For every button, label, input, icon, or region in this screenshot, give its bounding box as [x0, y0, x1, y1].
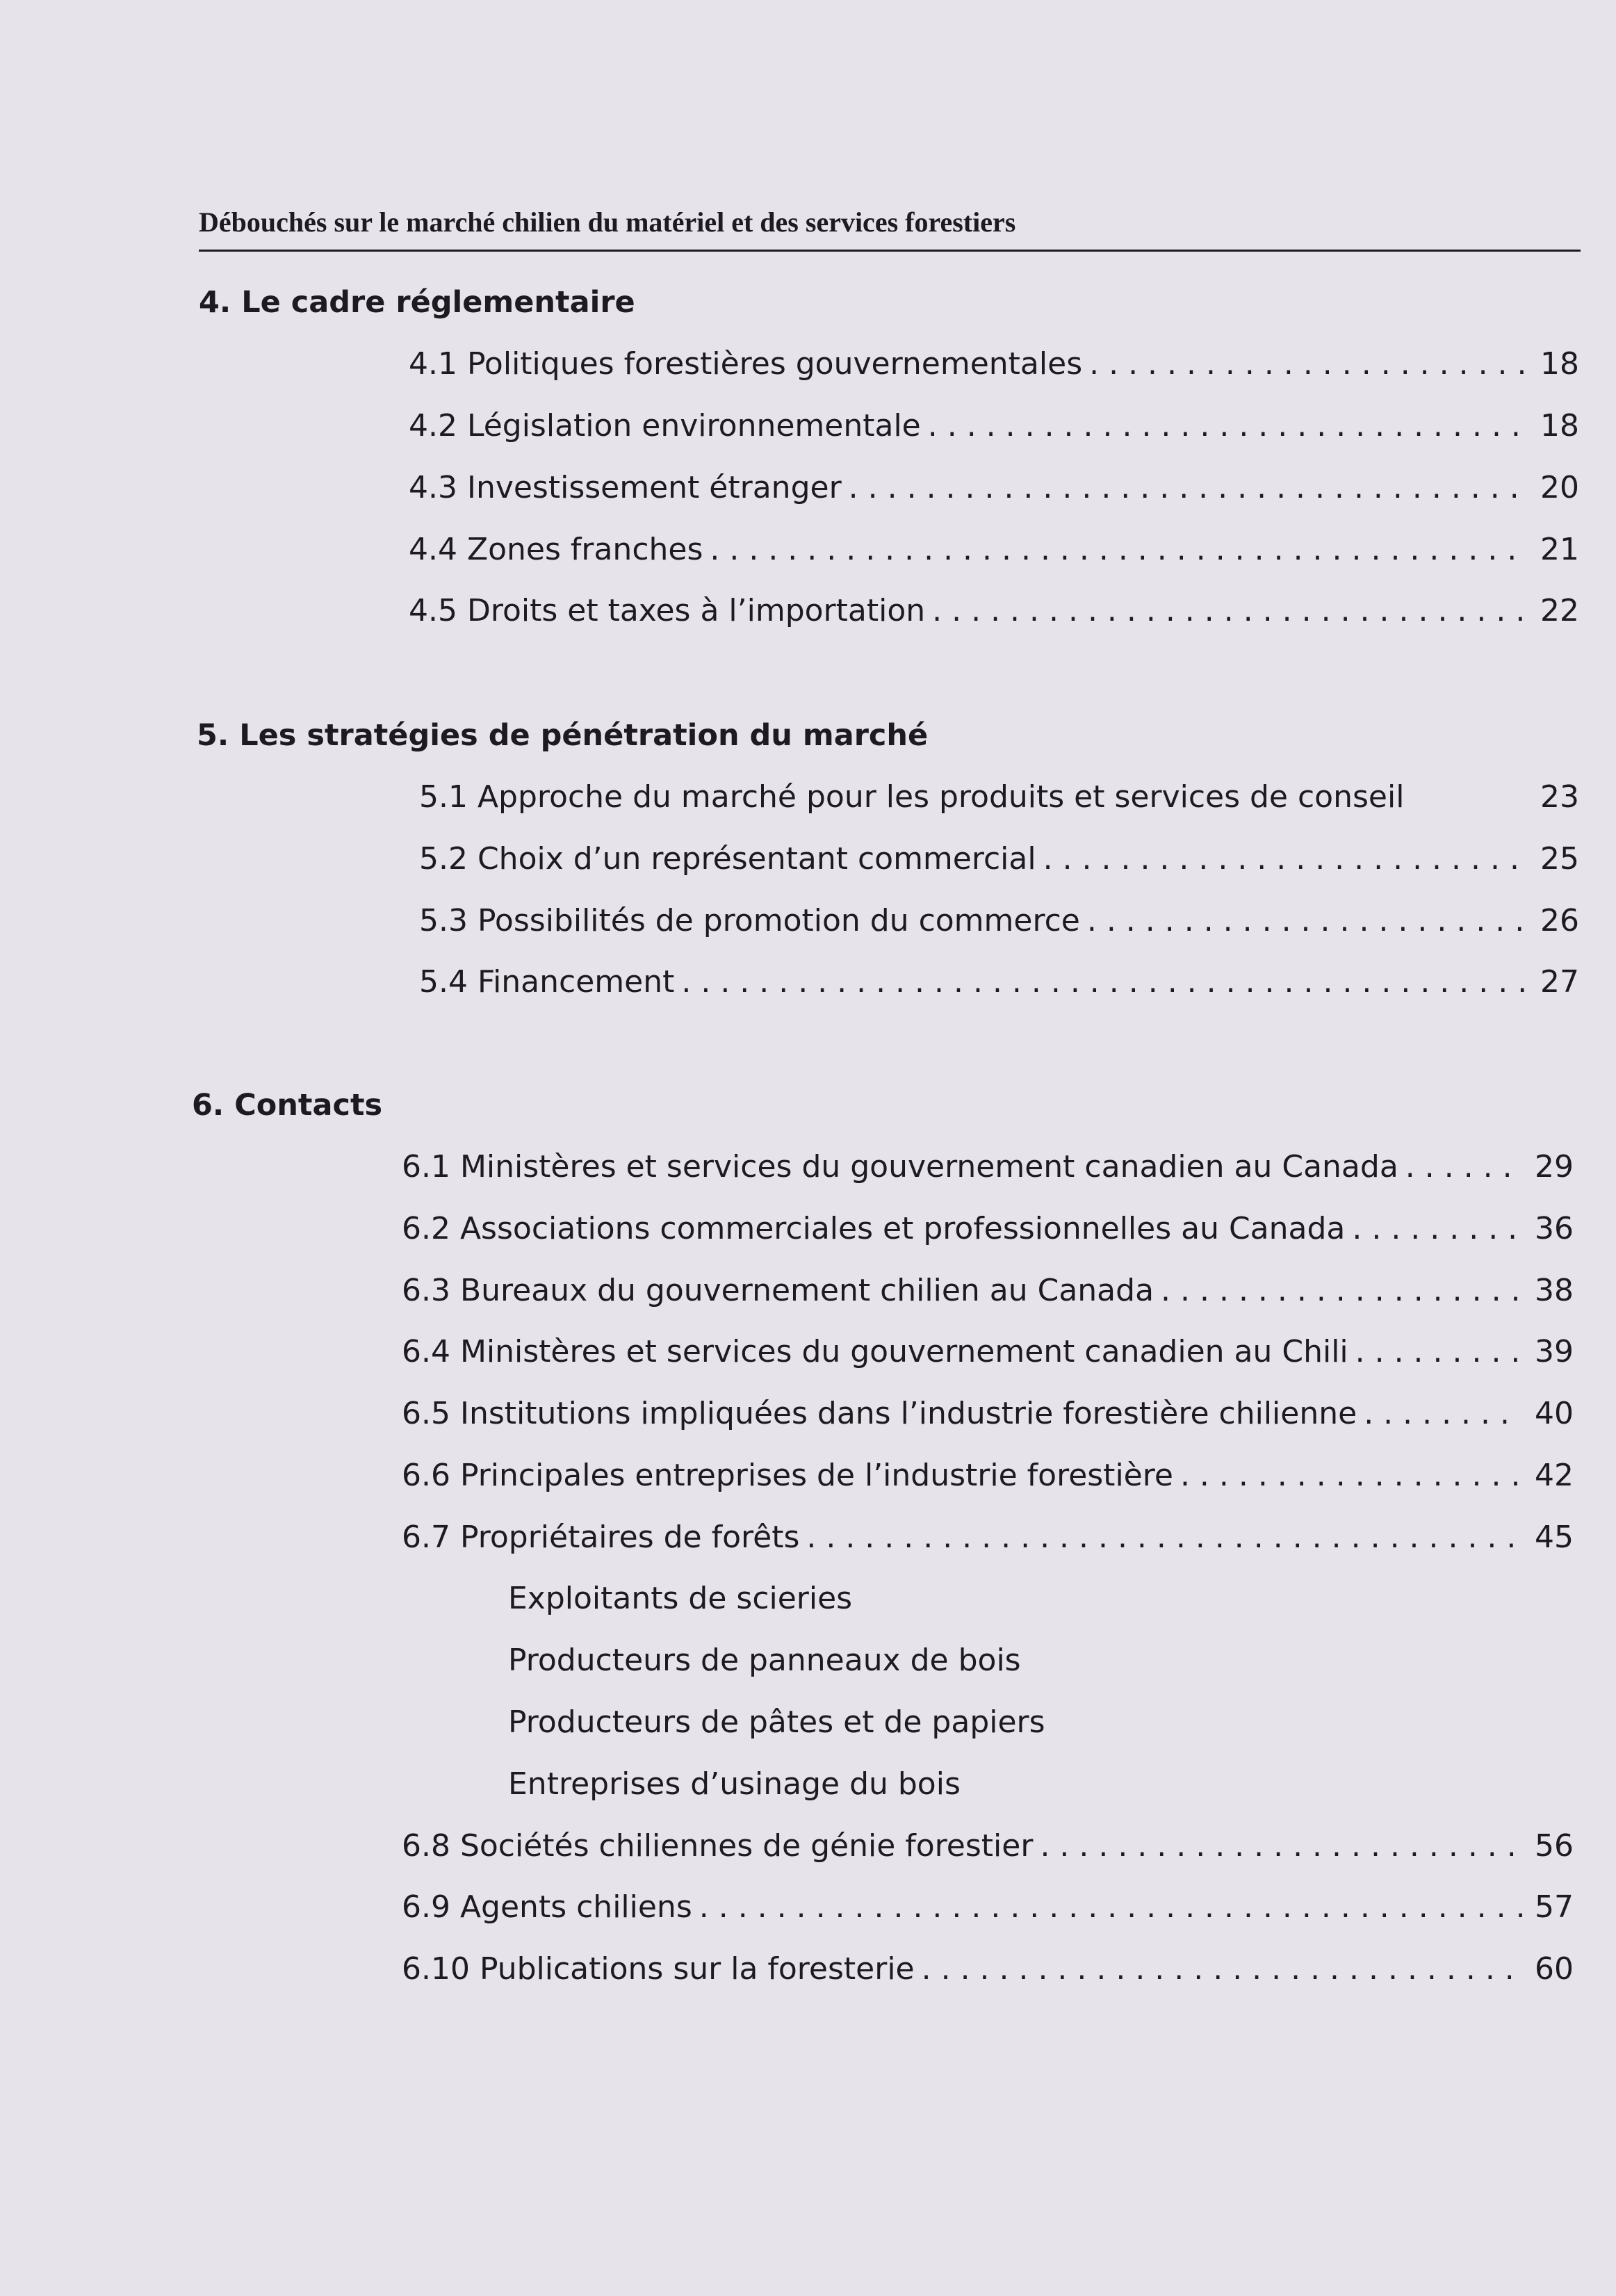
toc-entry-4-2[interactable] [409, 408, 1579, 443]
toc-entry-page: 18 [1540, 346, 1579, 382]
toc-entry-label: 4.4 Zones franches [409, 532, 703, 567]
toc-entry-4-5[interactable] [409, 593, 1579, 628]
toc-entry-5-4[interactable] [419, 964, 1579, 1000]
dot-leader [1355, 1334, 1522, 1369]
toc-entry-5-2[interactable] [419, 841, 1579, 877]
toc-entry-label: 6.3 Bureaux du gouvernement chilien au Canada [402, 1273, 1154, 1308]
dot-leader [1043, 841, 1528, 877]
toc-entry-6-10[interactable] [402, 1951, 1574, 1987]
toc-entry-5-1[interactable] [419, 779, 1579, 815]
toc-entry-label: 4.1 Politiques forestières gouvernementales [409, 346, 1083, 382]
toc-entry-6-3[interactable] [402, 1273, 1574, 1308]
toc-entry-6-5[interactable] [402, 1396, 1574, 1431]
toc-entry-label: 6.9 Agents chiliens [402, 1889, 692, 1925]
dot-leader [849, 470, 1528, 505]
toc-entry-label: 5.2 Choix d’un représentant commercial [419, 841, 1036, 877]
toc-sub-item[interactable]: Exploitants de scieries [508, 1581, 853, 1616]
toc-entry-page: 23 [1540, 779, 1579, 815]
toc-entry-6-7[interactable] [402, 1520, 1574, 1555]
toc-entry-label: 4.5 Droits et taxes à l’importation [409, 593, 926, 628]
dot-leader [932, 593, 1528, 628]
dot-leader [922, 1951, 1522, 1987]
toc-entry-6-2[interactable] [402, 1211, 1574, 1246]
header-rule [199, 250, 1581, 252]
toc-entry-6-9[interactable] [402, 1889, 1574, 1925]
toc-entry-label: 6.4 Ministères et services du gouvernement canadien au Chili [402, 1334, 1348, 1369]
dot-leader [806, 1520, 1522, 1555]
toc-entry-page: 26 [1540, 903, 1579, 938]
toc-entry-6-6[interactable] [402, 1458, 1574, 1493]
running-header: Débouchés sur le marché chilien du matériel et des services forestiers [199, 206, 1016, 238]
dot-leader [710, 532, 1528, 567]
toc-entry-label: 6.1 Ministères et services du gouvernement canadien au Canada [402, 1149, 1398, 1184]
toc-entry-label: 6.10 Publications sur la foresterie [402, 1951, 915, 1987]
toc-entry-label: 6.6 Principales entreprises de l’industrie forestière [402, 1458, 1173, 1493]
dot-leader [1087, 903, 1528, 938]
toc-entry-4-1[interactable] [409, 346, 1579, 382]
toc-entry-page: 27 [1540, 964, 1579, 1000]
toc-entry-page: 42 [1535, 1458, 1574, 1493]
toc-entry-5-3[interactable] [419, 903, 1579, 938]
toc-sub-item[interactable]: Producteurs de pâtes et de papiers [508, 1704, 1045, 1740]
toc-entry-page: 56 [1535, 1828, 1574, 1864]
toc-entry-6-1[interactable] [402, 1149, 1574, 1184]
toc-entry-page: 20 [1540, 470, 1579, 505]
toc-sub-item[interactable]: Entreprises d’usinage du bois [508, 1766, 961, 1802]
toc-entry-label: 5.3 Possibilités de promotion du commerce [419, 903, 1080, 938]
toc-entry-page: 39 [1535, 1334, 1574, 1369]
toc-entry-page: 40 [1535, 1396, 1574, 1431]
toc-entry-label: 6.8 Sociétés chiliennes de génie forestier [402, 1828, 1034, 1864]
toc-entry-page: 57 [1535, 1889, 1574, 1925]
dot-leader [1352, 1211, 1522, 1246]
dot-leader [1089, 346, 1528, 382]
toc-entry-label: 6.2 Associations commerciales et professionnelles au Canada [402, 1211, 1346, 1246]
toc-entry-label: 4.3 Investissement étranger [409, 470, 842, 505]
toc-entry-label: 6.7 Propriétaires de forêts [402, 1520, 800, 1555]
toc-entry-page: 60 [1535, 1951, 1574, 1987]
toc-entry-page: 38 [1535, 1273, 1574, 1308]
toc-entry-label: 6.5 Institutions impliquées dans l’industrie forestière chilienne [402, 1396, 1357, 1431]
toc-entry-6-8[interactable] [402, 1828, 1574, 1864]
toc-entry-page: 25 [1540, 841, 1579, 877]
toc-entry-page: 45 [1535, 1520, 1574, 1555]
toc-entry-6-4[interactable] [402, 1334, 1574, 1369]
dot-leader [1364, 1396, 1522, 1431]
toc-entry-page: 22 [1540, 593, 1579, 628]
dot-leader [928, 408, 1528, 443]
toc-entry-page: 18 [1540, 408, 1579, 443]
toc-sub-item[interactable]: Producteurs de panneaux de bois [508, 1643, 1021, 1678]
toc-entry-page: 36 [1535, 1211, 1574, 1246]
toc-entry-page: 21 [1540, 532, 1579, 567]
toc-entry-4-3[interactable] [409, 470, 1579, 505]
dot-leader [1180, 1458, 1522, 1493]
dot-leader [1405, 1149, 1522, 1184]
dot-leader [1161, 1273, 1522, 1308]
toc-entry-label: 5.4 Financement [419, 964, 675, 1000]
section-title-4: 4. Le cadre réglementaire [199, 285, 635, 320]
section-title-5: 5. Les stratégies de pénétration du marché [197, 718, 929, 753]
dot-leader [699, 1889, 1522, 1925]
section-title-6: 6. Contacts [192, 1088, 383, 1123]
toc-entry-4-4[interactable] [409, 532, 1579, 567]
toc-entry-label: 4.2 Législation environnementale [409, 408, 921, 443]
dot-leader [681, 964, 1528, 1000]
toc-entry-page: 29 [1535, 1149, 1574, 1184]
dot-leader [1040, 1828, 1522, 1864]
toc-entry-label: 5.1 Approche du marché pour les produits et services de conseil [419, 779, 1405, 815]
